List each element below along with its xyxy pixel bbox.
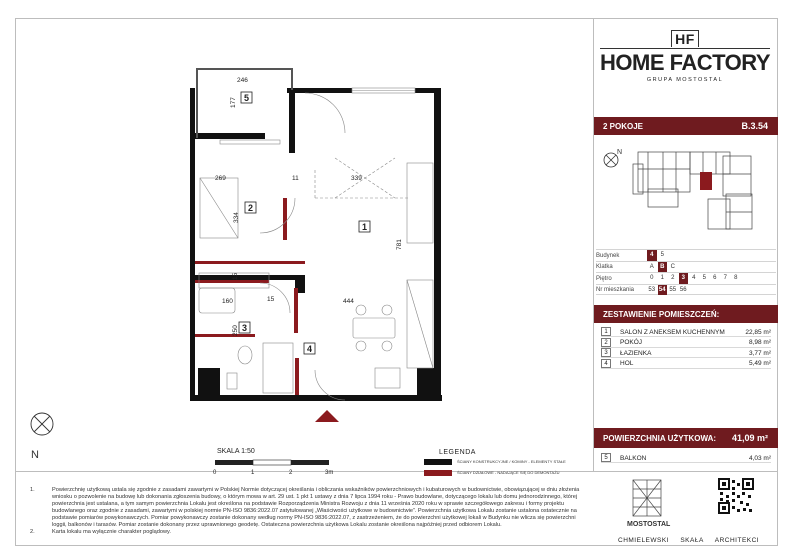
svg-text:334: 334	[233, 212, 240, 223]
legend	[424, 449, 566, 478]
room-row	[601, 359, 771, 369]
floor-option[interactable]: 0	[650, 275, 654, 281]
legend-text: ŚCIANY DZIAŁOWE - NADAJĄCE SIĘ DO DEMONTAŻU	[457, 470, 560, 475]
qr-code[interactable]	[718, 478, 754, 514]
svg-text:781: 781	[396, 239, 403, 250]
floor-option[interactable]: 6	[713, 275, 717, 281]
footer-item: CHMIELEWSKI	[618, 537, 670, 544]
logo-name: HOME FACTORY	[600, 50, 771, 75]
legend-title: LEGENDA	[439, 449, 476, 456]
scale-bar	[213, 448, 343, 480]
legend-item	[424, 458, 566, 467]
room-area: 8,98 m²	[748, 339, 771, 346]
summary-header	[594, 305, 778, 323]
svg-text:177: 177	[230, 97, 237, 108]
usable-area-band	[594, 428, 778, 448]
room-number-2: 2	[248, 203, 254, 213]
selector-label: Piętro	[596, 275, 612, 282]
apartment-option[interactable]: 53	[648, 286, 656, 293]
room-row	[601, 327, 771, 337]
floor-option[interactable]: 3	[679, 273, 689, 284]
home-factory-logo	[600, 30, 770, 83]
selector-row-floor	[596, 272, 776, 284]
floor-option[interactable]: 2	[671, 275, 675, 281]
floor-option[interactable]: 8	[734, 275, 738, 281]
staircase-option[interactable]: A	[649, 263, 654, 270]
balcony-num: 5	[601, 453, 611, 462]
svg-text:246: 246	[237, 77, 248, 84]
usable-area-label: POWIERZCHNIA UŻYTKOWA:	[603, 434, 717, 443]
room-row	[601, 338, 771, 348]
room-number-5: 5	[244, 93, 250, 103]
unit-selector-table	[596, 249, 776, 295]
legend-swatch-structural	[424, 459, 452, 465]
floor-option[interactable]: 4	[692, 275, 696, 281]
svg-text:N: N	[31, 449, 39, 460]
footer-item: ARCHITEKCI	[714, 537, 760, 544]
room-area: 5,49 m²	[748, 360, 771, 367]
room-number-1: 1	[362, 222, 368, 232]
selector-row-apartment	[596, 284, 776, 296]
footer-item: SKAŁA	[680, 537, 704, 544]
staircase-option[interactable]: B	[658, 262, 668, 273]
legend-item	[424, 469, 560, 478]
room-num: 2	[601, 338, 611, 347]
apartment-code: B.3.54	[741, 121, 768, 131]
room-num: 3	[601, 348, 611, 357]
apartment-option[interactable]: 54	[658, 285, 668, 296]
floor-plan	[15, 18, 593, 438]
room-num: 4	[601, 359, 611, 368]
room-name: ŁAZIENKA	[620, 349, 652, 357]
balcony-area: 4,03 m²	[748, 454, 771, 462]
room-name: SALON Z ANEKSEM KUCHENNYM	[620, 328, 725, 336]
room-row	[601, 348, 771, 358]
apartment-option[interactable]: 55	[669, 286, 677, 293]
svg-text:15: 15	[267, 296, 275, 303]
logo-subtitle: GRUPA MOSTOSTAL	[646, 77, 724, 83]
floor-option[interactable]: 5	[702, 275, 706, 281]
note-item	[30, 487, 590, 529]
svg-text:269: 269	[215, 175, 226, 182]
room-number-3: 3	[242, 323, 248, 333]
selector-row-building	[596, 249, 776, 261]
svg-text:0: 0	[213, 470, 217, 476]
note-text: Powierzchnię użytkową ustala się zgodnie z zasadami zawartymi w Polskiej Normie dotyczącej określania i obliczania wskaźników powierzchniowych i kubaturowych w budownictwie, obowiązującej w dniu złożenia wniosku o pozwolenie na budowę lub dokonania zgłoszenia budowy, o którym mowa w art. 29 ust. 1 pkt 1 ustawy z dnia 7 lipca 1994 roku - Prawo budowlane, dotyczącego lokalu lub domu jednorodzinnego, której powierzchnia jest ustalana, a tym samym powierzchnia Lokalu jest określona na podstawie Rozporządzenia Ministra Rozwoju z dnia 11 września 2020 roku w sprawie szczegółowego zakresu i formy projektu budowlanego oraz zgodnie z zasadami, zawartymi w polskiej normie PN-ISO 9836:2022.07 zatytułowanej „Właściwości użytkowe w budownictwie”. Powierzchnia użytkowa Lokalu zostanie ustalona ostatecznie na podstawie pomiarów powykonawczych. Pomiar powykonawczy zostanie dokonany według normy PN-ISO 9836:2022.07, z zastrzeżeniem, że do powierzchni użytkowej lokali w Budynku nie wlicza się powierzchni loggii, balkonów i tarasów. Pomiar zostanie dokonany przez uprawnionego geodetę. Ostateczna powierzchnia użytkowa Lokalu zostanie określona najpóźniej przed odbiorem Lokalu.	[52, 487, 580, 528]
plan-dimensions	[215, 77, 403, 336]
note-number: 1.	[30, 487, 35, 493]
svg-text:1: 1	[251, 470, 255, 476]
apartment-option[interactable]: 56	[679, 286, 687, 293]
svg-text:2: 2	[289, 470, 293, 476]
note-number: 2.	[30, 529, 35, 535]
selector-label: Klatka	[596, 264, 613, 270]
balcony-name: BALKON	[620, 454, 647, 462]
building-option[interactable]: 5	[660, 252, 664, 258]
svg-text:N: N	[617, 149, 623, 156]
svg-text:250: 250	[232, 325, 239, 336]
room-list	[601, 327, 771, 369]
selector-label: Nr mieszkania	[596, 287, 635, 293]
note-item	[30, 529, 590, 536]
note-text: Karta lokalu ma wyłącznie charakter poglądowy.	[52, 529, 171, 535]
scale-title: SKALA 1:50	[217, 448, 255, 455]
scale-ruler	[213, 458, 343, 480]
notes	[30, 487, 590, 536]
staircase-option[interactable]: C	[670, 263, 675, 270]
building-minimap	[628, 144, 771, 236]
balcony-row	[601, 453, 771, 463]
panel-divider	[593, 18, 594, 471]
compass-icon	[28, 408, 62, 460]
room-name: HOL	[620, 360, 634, 367]
room-number-markers	[239, 92, 370, 354]
logo-mark: HF	[671, 30, 699, 47]
svg-text:339: 339	[351, 175, 362, 182]
room-area: 3,77 m²	[748, 349, 771, 357]
building-option[interactable]: 4	[647, 250, 657, 261]
svg-text:160: 160	[222, 298, 233, 305]
selector-label: Budynek	[596, 252, 620, 259]
svg-text:11: 11	[292, 175, 299, 182]
room-number-4: 4	[307, 344, 313, 354]
entrance-arrow-icon	[315, 410, 339, 422]
architects-footer	[618, 537, 768, 544]
rooms-count: 2 POKOJE	[603, 122, 644, 131]
summary-title: ZESTAWIENIE POMIESZCZEŃ:	[603, 310, 720, 319]
svg-text:444: 444	[343, 298, 354, 305]
svg-text:MOSTOSTAL: MOSTOSTAL	[627, 521, 671, 528]
svg-text:3m: 3m	[325, 470, 334, 476]
apartment-header	[594, 117, 778, 135]
compass-small-icon	[603, 148, 625, 170]
usable-area-value: 41,09 m²	[731, 433, 768, 443]
mostostal-logo	[623, 476, 673, 532]
notes-divider	[15, 471, 778, 472]
room-area: 22,85 m²	[745, 328, 771, 336]
floor-option[interactable]: 1	[660, 275, 664, 281]
selector-row-staircase	[596, 261, 776, 273]
svg-text:15: 15	[232, 272, 239, 280]
room-name: POKÓJ	[620, 339, 643, 346]
floor-option[interactable]: 7	[723, 275, 727, 281]
legend-text: ŚCIANY KONSTRUKCYJNE / KOMINY - ELEMENTY STAŁE	[457, 459, 566, 464]
legend-swatch-partition	[424, 470, 452, 476]
room-num: 1	[601, 327, 611, 336]
plan-walls	[190, 68, 442, 401]
